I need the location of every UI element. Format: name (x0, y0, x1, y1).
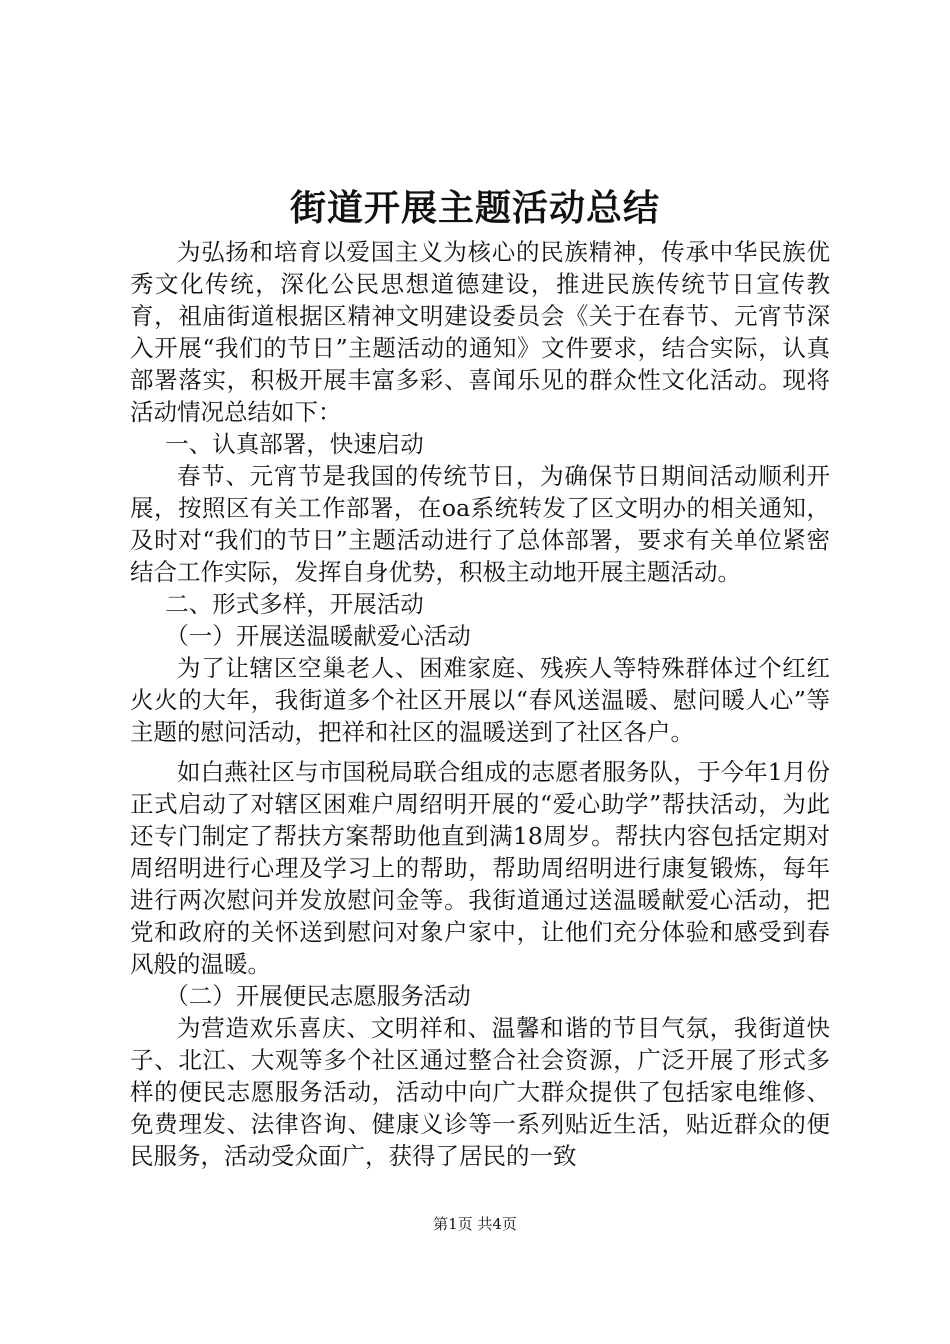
document-body (130, 236, 830, 1172)
section-heading-1: 一、认真部署，快速启动 (165, 430, 424, 458)
document-title: 街道开展主题活动总结 (289, 187, 660, 229)
subsection-1-paragraph-2: 如白燕社区与市国税局联合组成的志愿者服务队，于今年1月份正式启动了对辖区困难户周绍明开展的“爱心助学”帮扶活动，为此还专门制定了帮扶方案帮助他直到满18周岁。帮扶内容包括定期对周绍明进行心理及学习上的帮助，帮助周绍明进行康复锻炼，每年进行两次慰问并发放慰问金等。我街道通过送温暖献爱心活动，把党和政府的关怀送到慰问对象户家中，让他们充分体验和感受到春风般的温暖。 (130, 758, 830, 978)
intro-paragraph: 为弘扬和培育以爱国主义为核心的民族精神，传承中华民族优秀文化传统，深化公民思想道德建设，推进民族传统节日宣传教育，祖庙街道根据区精神文明建设委员会《关于在春节、元宵节深入开展“我们的节日”主题活动的通知》文件要求，结合实际，认真部署落实，积极开展丰富多彩、喜闻乐见的群众性文化活动。现将活动情况总结如下： (130, 238, 830, 426)
subsection-heading-1: （一）开展送温暖献爱心活动 (165, 622, 471, 650)
subsection-heading-2: （二）开展便民志愿服务活动 (165, 982, 471, 1010)
subsection-1-paragraph-1: 为了让辖区空巢老人、困难家庭、残疾人等特殊群体过个红红火火的大年，我街道多个社区开展以“春风送温暖、慰问暖人心”等主题的慰问活动，把祥和社区的温暖送到了社区各户。 (130, 654, 830, 746)
section-1-paragraph: 春节、元宵节是我国的传统节日，为确保节日期间活动顺利开展，按照区有关工作部署，在oa系统转发了区文明办的相关通知，及时对“我们的节日”主题活动进行了总体部署，要求有关单位紧密结合工作实际，发挥自身优势，积极主动地开展主题活动。 (130, 462, 830, 586)
section-heading-2: 二、形式多样，开展活动 (165, 590, 424, 618)
subsection-2-paragraph-1: 为营造欢乐喜庆、文明祥和、温馨和谐的节目气氛，我街道快子、北江、大观等多个社区通过整合社会资源，广泛开展了形式多样的便民志愿服务活动，活动中向广大群众提供了包括家电维修、免费理发、法律咨询、健康义诊等一系列贴近生活，贴近群众的便民服务，活动受众面广，获得了居民的一致 (130, 1014, 830, 1170)
page-footer: 第1页 共4页 (433, 1215, 517, 1233)
